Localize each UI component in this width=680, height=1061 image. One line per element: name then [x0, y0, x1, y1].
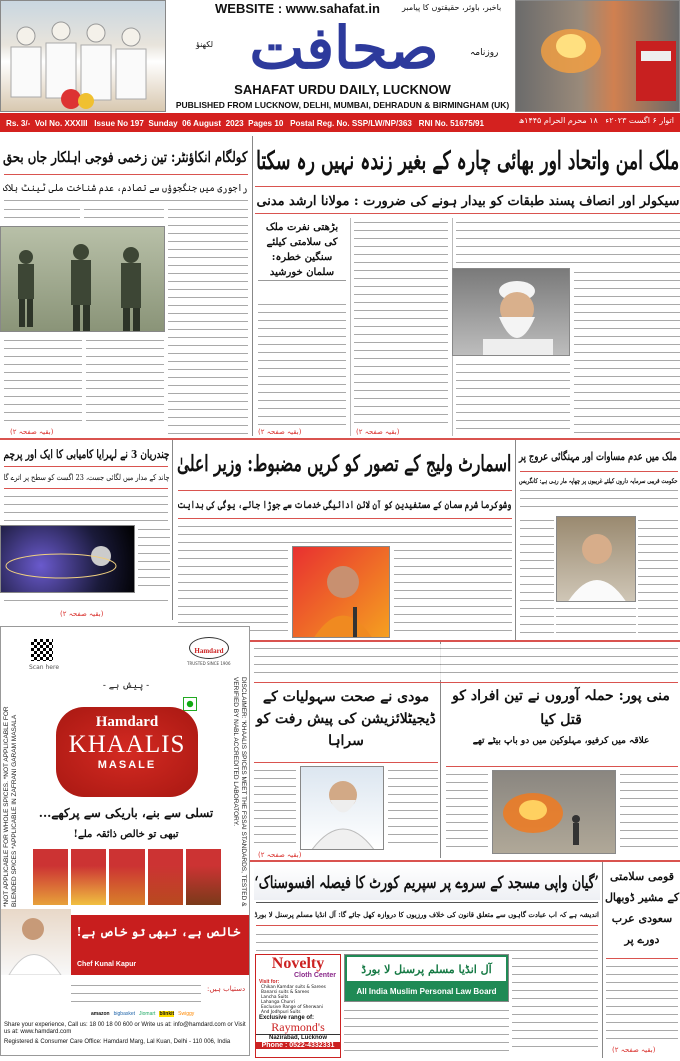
aimplb-urdu-wrap	[347, 957, 506, 981]
website[interactable]: WEBSITE : www.sahafat.in	[215, 1, 380, 16]
kulgam-subhead-wrap	[2, 178, 248, 198]
qr-code-icon[interactable]	[31, 639, 53, 661]
lead-subhead-wrap	[255, 190, 680, 212]
novelty-sub: Cloth Center	[294, 972, 336, 979]
novelty-phone[interactable]: Phone : 0522-4332331	[256, 1042, 340, 1049]
novelty-brand: Raymond's	[271, 1020, 325, 1034]
inflation-headline-wrap	[518, 442, 678, 470]
novelty-name: Novelty	[271, 955, 325, 972]
kulgam-headline[interactable]: کولگام انکاؤنٹر: تین زخمی فوجی اہلکار جاں بحق	[2, 148, 248, 166]
novelty-item: Banarsi suits & Sarees	[261, 990, 310, 995]
ad-office: Registered & Consumer Care Office: Hamdard Marg, Lal Kuan, Delhi - 110 006, India	[4, 1039, 231, 1045]
published-from-wrap	[170, 99, 515, 111]
novelty-item: Lancha Suits	[261, 995, 289, 1000]
inflation-subhead[interactable]: حکومت قریبی سرمایہ داروں کیلئے غریبوں پر چھاپہ مار رہی ہے: کانگریس	[518, 477, 678, 485]
lead-headline-wrap	[255, 138, 680, 182]
ad-urdu-tagline: تسلی سے بنے، باریکی سے پرکھے...	[38, 806, 214, 820]
sidebar-box[interactable]	[258, 220, 346, 281]
novelty-item: And Jodhpuri Suits	[261, 1010, 301, 1015]
masthead-logo-text: صحافت	[249, 14, 439, 82]
khaalis-brand: Hamdard	[95, 714, 159, 730]
chef-name: Chef Kunal Kapur	[77, 961, 137, 968]
masthead-logo	[222, 16, 466, 80]
masthead-name-en: SAHAFAT URDU DAILY, LUCKNOW	[234, 82, 451, 97]
khaalis-logo	[56, 707, 198, 797]
lead-subhead[interactable]: سیکولر اور انصاف پسند طبقات کو بیدار ہونے کی ضرورت : مولانا ارشد مدنی	[256, 193, 679, 209]
hamdard-logo-text: Hamdard	[194, 647, 224, 655]
tagline-urdu: باخبر، باوثر، حقیقتوں کا پیامبر	[402, 3, 502, 12]
chandrayaan-subhead-wrap	[2, 468, 170, 486]
store-logos	[91, 1011, 194, 1017]
store-bigbasket[interactable]: bigbasket	[113, 1011, 136, 1017]
store-jiomart[interactable]: Jiomart	[139, 1011, 156, 1017]
store-amazon[interactable]: amazon	[91, 1011, 110, 1017]
manipur-fire-photo	[492, 770, 616, 854]
soldiers-photo	[0, 226, 165, 332]
novelty-address: Nazirabad, Lucknow	[256, 1034, 340, 1041]
available-label: دستیاب ہیں:	[207, 985, 246, 993]
ad-urdu-tagline-2: تبھی تو خالص ذائقہ ملے!	[73, 828, 179, 840]
aimplb-en: All India Muslim Personal Law Board	[356, 987, 497, 996]
ad-left-disclaimer: *NOT APPLICABLE FOR WHOLE SPICES. *NOT APPLICABLE FOR BLENDED SPICES *APPLICABLE IN ZAFRANI GARAM MASALA	[3, 706, 18, 907]
ad-slogan-wrap	[75, 921, 241, 943]
chandrayaan-subhead[interactable]: چاند کے مدار میں لگائی جست، 23 اگست کو سطح پر اترے گا	[2, 472, 169, 482]
maulana-madani-photo	[452, 268, 570, 356]
veg-mark-icon	[183, 697, 197, 711]
coming-label-wrap	[61, 679, 191, 693]
continued-label[interactable]: (بقیہ صفحہ ۲)	[258, 428, 302, 436]
continued-label[interactable]: (بقیہ صفحہ ۲)	[10, 428, 54, 436]
ad-slogan: خالص ہے، تبھی تو خاص ہے!	[76, 925, 240, 939]
ad-urdu-tagline-wrap	[31, 803, 221, 823]
hamdard-ad[interactable]	[0, 626, 250, 1056]
issue-info: Rs. 3/- Vol No. XXXIII Issue No 197 Sunday 06 August 2023 Pages 10 Postal Reg. No. SSP/LW/NP/363 RNI No. 51675/91	[6, 117, 485, 128]
chandrayaan-headline[interactable]: چندریان 3 نے لہرایا کامیابی کا ایک اور پرچم	[3, 447, 169, 461]
doval-headline[interactable]: قومی سلامتی کے مشیر ڈوبھال سعودی عرب دورے پر	[604, 870, 680, 946]
store-blinkit[interactable]: blinkit	[159, 1011, 175, 1017]
hamdard-logo	[189, 637, 229, 659]
coming-label: - پیش ہے -	[102, 681, 150, 691]
chandrayaan-headline-wrap	[2, 442, 170, 466]
daily-label: روزنامہ	[470, 48, 499, 58]
smart-village-subhead-wrap	[176, 494, 512, 516]
modi-headline[interactable]: مودی نے صحت سہولیات کے ڈیجیٹلائزیشن کی پیش رفت کو سراہا	[256, 689, 436, 749]
hamdard-logo-tagline: TRUSTED SINCE 1906	[187, 661, 231, 666]
inflation-headline[interactable]: ملک میں عدم مساوات اور مہنگائی عروج پر	[519, 449, 677, 463]
chef-photo	[1, 909, 71, 975]
novelty-ad[interactable]	[255, 954, 341, 1058]
chef-banner	[1, 915, 249, 975]
urdu-date: اتوار ۶ اگست ۲۰۲۳ء ۱۸ محرم الحرام ۱۴۴۵ھ	[518, 116, 674, 125]
ad-urdu-tagline-2-wrap	[31, 825, 221, 843]
top-right-photo	[515, 0, 680, 112]
continued-label[interactable]: (بقیہ صفحہ ۲)	[258, 851, 302, 859]
sidebar-box-headline: بڑھتی نفرت ملک کی سلامتی کیلئے سنگین خطرہ: سلمان خورشید	[265, 222, 339, 278]
moon-space-photo	[0, 525, 135, 593]
gyanvapi-headline[interactable]: ’گیان واپی مسجد کے سروے پر سپریم کورٹ کا فیصلہ افسوسناک‘	[254, 872, 600, 892]
kulgam-subhead[interactable]: راجوری میں جنگجوؤں سے تصادم، عدم شناخت ملی ٹینٹ ہلاک	[2, 182, 248, 194]
gyanvapi-subhead-wrap	[254, 905, 600, 923]
novelty-item: Chikan Kamdar suits & Sarees	[261, 985, 326, 990]
gyanvapi-headline-wrap	[254, 864, 600, 900]
novelty-item: Exclusive Range of Sherwani	[261, 1005, 323, 1010]
top-left-photo	[0, 0, 166, 112]
lead-headline[interactable]: ملک امن واتحاد اور بھائی چارہ کے بغیر زندہ نہیں رہ سکتا	[255, 145, 680, 175]
modi-photo	[300, 766, 384, 850]
gyanvapi-subhead[interactable]: اندیشہ ہے کہ اب عبادت گاہوں سے متعلق قانون کی خلاف ورزیوں کا دروازہ کھل جائے گا: آل انڈیا مسلم پرسنل لا بورڈ	[254, 909, 600, 919]
ad-right-disclaimer: DISCLAIMER: 'KHAALIS SPICES MEET THE FSSAI STANDARDS, TESTED & VERIFIED BY NABL ACCREDITED LABORATORY.	[232, 677, 247, 907]
scan-label: Scan here	[29, 664, 60, 671]
store-swiggy[interactable]: Swiggy	[178, 1011, 195, 1017]
aimplb-urdu: آل انڈیا مسلم پرسنل لا بورڈ	[361, 962, 492, 976]
continued-label[interactable]: (بقیہ صفحہ ۲)	[60, 610, 104, 618]
inflation-subhead-wrap	[518, 473, 678, 489]
kulgam-headline-wrap	[2, 140, 248, 174]
smart-village-headline[interactable]: اسمارٹ ولیج کے تصور کو کریں مضبوط: وزیر اعلیٰ	[176, 451, 512, 477]
published-from: PUBLISHED FROM LUCKNOW, DELHI, MUMBAI, DEHRADUN & BIRMINGHAM (UK)	[175, 100, 510, 110]
spice-packs	[33, 849, 221, 905]
khaalis-product: KHAALIS	[68, 731, 186, 758]
ad-contact: Share your experience, Call us: 18 00 18 00 600 or Write us at: info@hamdard.com or Visit us at: www.hamdard.com	[4, 1022, 246, 1035]
continued-label[interactable]: (بقیہ صفحہ ۲)	[356, 428, 400, 436]
manipur-headline[interactable]: منی پور: حملہ آوروں نے تین افراد کو قتل کیا	[452, 688, 670, 728]
yogi-adityanath-photo	[292, 546, 390, 638]
novelty-item: Lahanga Chunri	[261, 1000, 295, 1005]
issue-info-wrap	[6, 113, 486, 132]
aimplb-signboard-photo	[344, 954, 509, 1002]
continued-label[interactable]: (بقیہ صفحہ ۲)	[612, 1046, 656, 1054]
novelty-visit: Visit for:	[259, 979, 280, 985]
novelty-exclusive: Exclusive range of:	[259, 1015, 315, 1021]
jairam-ramesh-photo	[556, 516, 636, 602]
city-label: لکھنؤ	[196, 40, 214, 49]
smart-village-headline-wrap	[176, 440, 512, 488]
manipur-subhead[interactable]: علاقہ میں کرفیو، مہلوکین میں دو باپ بیٹے تھے	[472, 736, 650, 746]
khaalis-sub: MASALE	[97, 759, 157, 771]
info-bar	[0, 113, 680, 132]
smart-village-subhead[interactable]: وشوکرما شرم سمان کے مستفیدین کو آن لائن ادائیگی خدمات سے جوڑا جائے، یوگی کی ہدایت	[176, 499, 512, 511]
